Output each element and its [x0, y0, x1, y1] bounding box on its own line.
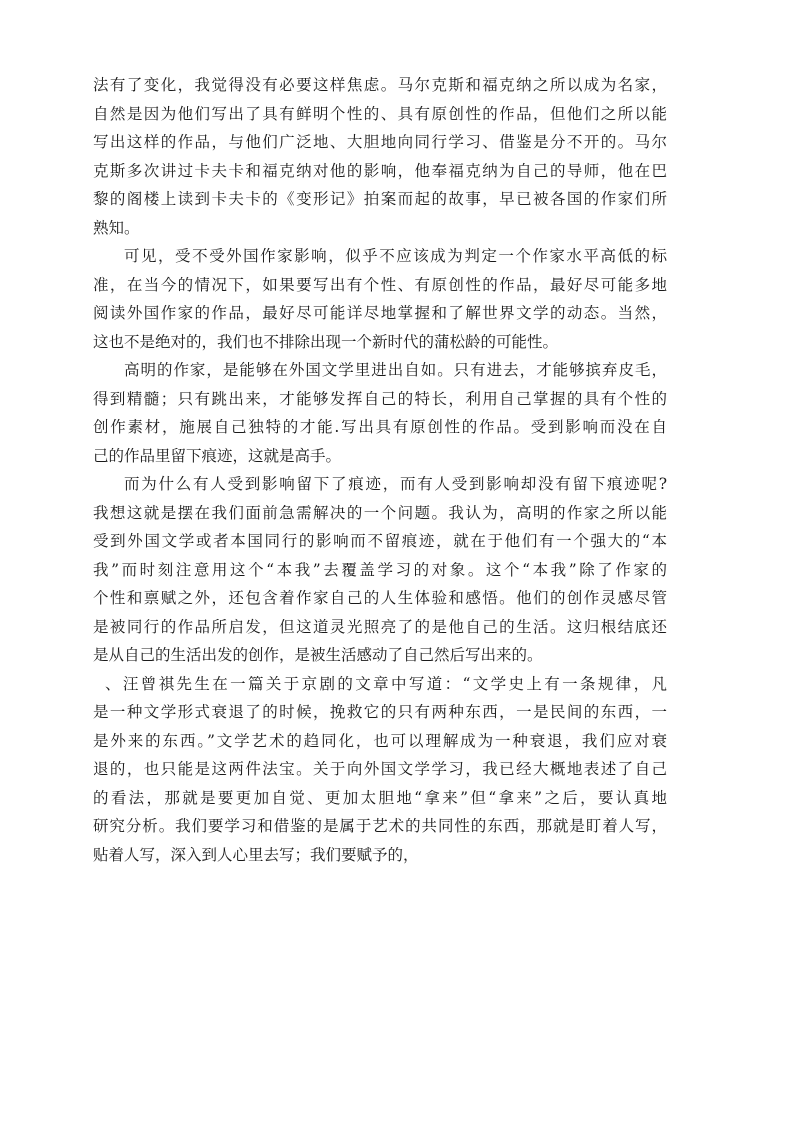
text-line: 个性和禀赋之外，还包含着作家自己的人生体验和感悟。他们的创作灵感尽管: [93, 589, 667, 607]
text-line: 这也不是绝对的，我们也不排除出现一个新时代的蒲松龄的可能性。: [93, 332, 559, 351]
text-line: 创作素材，施展自己独特的才能.写出具有原创性的作品。受到影响而没在自: [93, 418, 667, 436]
text-line: 贴着人写，深入到人心里去写；我们要赋予的，: [93, 845, 419, 864]
text-line: 是从自己的生活出发的创作，是被生活感动了自己然后写出来的。: [93, 646, 543, 664]
text-line: 黎的阁楼上读到卡夫卡的《变形记》拍案而起的故事，早已被各国的作家们所: [93, 190, 667, 208]
text-line: 是外来的东西。”文学艺术的趋同化，也可以理解成为一种衰退，我们应对衰: [93, 731, 667, 750]
text-line: 高明的作家，是能够在外国文学里进出自如。只有进去，才能够摈弃皮毛，: [124, 361, 667, 379]
text-line: 而为什么有人受到影响留下了痕迹，而有人受到影响却没有留下痕迹呢?: [124, 475, 667, 493]
text-line: 写出这样的作品，与他们广泛地、大胆地向同行学习、借鉴是分不开的。马尔: [93, 133, 667, 151]
text-line: 己的作品里留下痕迹，这就是高手。: [93, 446, 342, 465]
document-page: [93, 71, 667, 869]
text-line: 法有了变化，我觉得没有必要这样焦虑。马尔克斯和福克纳之所以成为名家，: [93, 76, 667, 94]
text-line: 阅读外国作家的作品，最好尽可能详尽地掌握和了解世界文学的动态。当然，: [93, 304, 667, 322]
text-line: 我想这就是摆在我们面前急需解决的一个问题。我认为，高明的作家之所以能: [93, 503, 667, 522]
text-line: 得到精髓；只有跳出来，才能够发挥自己的特长，利用自己掌握的具有个性的: [93, 389, 667, 408]
text-line: 、汪曾祺先生在一篇关于京剧的文章中写道：“文学史上有一条规律，凡: [105, 674, 667, 693]
text-line: 的看法，那就是要更加自觉、更加太胆地“拿来”但“拿来”之后，要认真地: [93, 788, 667, 807]
text-line: 退的，也只能是这两件法宝。关于向外国文学学习，我已经大概地表述了自己: [93, 760, 667, 778]
text-line: 可见，受不受外国作家影响，似乎不应该成为判定一个作家水平高低的标: [124, 247, 667, 265]
text-line: 是被同行的作品所启发，但这道灵光照亮了的是他自己的生活。这归根结底还: [93, 617, 667, 636]
text-line: 熟知。: [93, 218, 140, 237]
text-line: 受到外国文学或者本国同行的影响而不留痕迹，就在于他们有一个强大的“本: [93, 532, 667, 550]
text-line: 自然是因为他们写出了具有鲜明个性的、具有原创性的作品，但他们之所以能: [93, 104, 667, 123]
text-line: 准，在当今的情况下，如果要写出有个性、有原创性的作品，最好尽可能多地: [93, 275, 667, 294]
text-line: 克斯多次讲过卡夫卡和福克纳对他的影响，他奉福克纳为自己的导师，他在巴: [93, 161, 667, 180]
text-line: 我”而时刻注意用这个“本我”去覆盖学习的对象。这个“本我”除了作家的: [93, 560, 667, 579]
text-line: 研究分析。我们要学习和借鉴的是属于艺术的共同性的东西，那就是盯着人写，: [93, 817, 667, 835]
text-line: 是一种文学形式衰退了的时候，挽救它的只有两种东西，一是民间的东西，一: [93, 703, 667, 721]
